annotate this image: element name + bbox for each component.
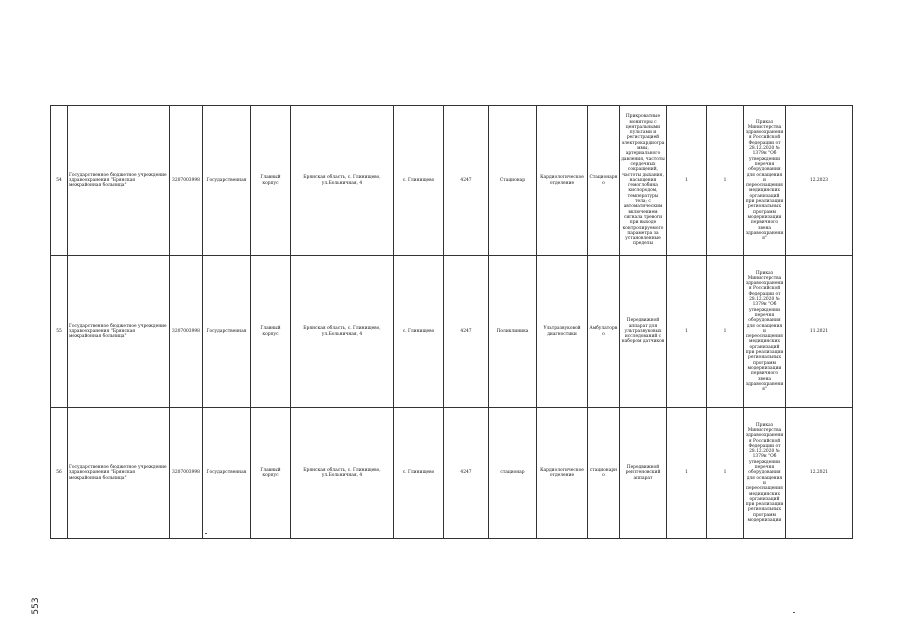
table-row	[51, 408, 853, 539]
code: 4247	[444, 408, 489, 539]
organization-name: Государственное бюджетное учреждение здравоохранения "Брянская межрайонная больница"	[68, 256, 170, 408]
organization-name: Государственное бюджетное учреждение здравоохранения "Брянская межрайонная больница"	[68, 106, 170, 256]
service-type: Стационар	[489, 106, 537, 256]
care-form: Амбулаторно	[588, 256, 620, 408]
date: 12.2021	[786, 408, 853, 539]
service-type: стационар	[489, 408, 537, 539]
row-number: 55	[51, 256, 68, 408]
address: Брянская область, с. Глинищево, ул.Больничная, 4	[291, 408, 394, 539]
quantity-2: 1	[707, 106, 744, 256]
inn: 3207003998	[170, 256, 203, 408]
ownership: Государственная	[203, 106, 251, 256]
building: Главный корпус	[251, 106, 291, 256]
building: Главный корпус	[251, 408, 291, 539]
date: 12.2023	[786, 106, 853, 256]
quantity-1: 1	[667, 408, 707, 539]
quantity-1: 1	[667, 256, 707, 408]
ownership: Государственная	[203, 408, 251, 539]
care-form: стационарно	[588, 408, 620, 539]
scan-speck	[205, 533, 207, 534]
locality: с. Глинищево	[394, 256, 444, 408]
legal-basis: Приказ Министерства здравоохранения Российской Федерации от 28.12.2020 № 1379н "Об утверждении перечня оборудования для оснащения и переоснащения медицинских организаций при реализации региональных программ модернизации первичного звена здравоохранения"	[744, 256, 786, 408]
legal-basis: Приказ Министерства здравоохранения Российской Федерации от 28.12.2020 № 1379н "Об утверждении перечня оборудования для оснащения и переоснащения медицинских организаций при реализации региональных программ модернизации	[744, 408, 786, 539]
equipment: Прикроватные мониторы с центральными пультами и регистрацией электрокардиограммы, артериального давления, частоты сердечных сокращений, частоты дыхания, насыщения гемоглобина кислородом, температуры тела; с автоматическим включением сигнала тревоги при выходе контролируемого параметра за установленные пределы	[620, 106, 667, 256]
building: Главный корпус	[251, 256, 291, 408]
quantity-2: 1	[707, 256, 744, 408]
organization-name: Государственное бюджетное учреждение здравоохранения "Брянская межрайонная больница"	[68, 408, 170, 539]
locality: с. Глинищево	[394, 408, 444, 539]
locality: с. Глинищево	[394, 106, 444, 256]
address: Брянская область, с. Глинищево, ул.Больничная, 4	[291, 106, 394, 256]
care-form: Стационарно	[588, 106, 620, 256]
table-row	[51, 106, 853, 256]
service-type: Поликлиника	[489, 256, 537, 408]
scan-speck	[793, 612, 795, 613]
ownership: Государственная	[203, 256, 251, 408]
row-number: 54	[51, 106, 68, 256]
code: 4247	[444, 106, 489, 256]
inn: 3207003998	[170, 408, 203, 539]
quantity-2: 1	[707, 408, 744, 539]
legal-basis: Приказ Министерства здравоохранения Российской Федерации от 28.12.2020 № 1379н "Об утверждении перечня оборудования для оснащения и переоснащения медицинских организаций при реализации региональных программ модернизации первичного звена здравоохранения"	[744, 106, 786, 256]
equipment: Передвижной аппарат для ультразвуковых исследований с набором датчиков	[620, 256, 667, 408]
date: 11.2021	[786, 256, 853, 408]
address: Брянская область, с. Глинищево, ул.Больничная, 4	[291, 256, 394, 408]
equipment: Передвижной рентгеновский аппарат	[620, 408, 667, 539]
department: Кардиологическое отделение	[537, 106, 588, 256]
quantity-1: 1	[667, 106, 707, 256]
table-row	[51, 256, 853, 408]
inn: 3207003998	[170, 106, 203, 256]
code: 4247	[444, 256, 489, 408]
equipment-register-table	[50, 105, 853, 539]
department: Кардиологическое отделение	[537, 408, 588, 539]
department: Ультразвуковой диагностики	[537, 256, 588, 408]
row-number: 56	[51, 408, 68, 539]
page-number: 553	[31, 597, 41, 615]
